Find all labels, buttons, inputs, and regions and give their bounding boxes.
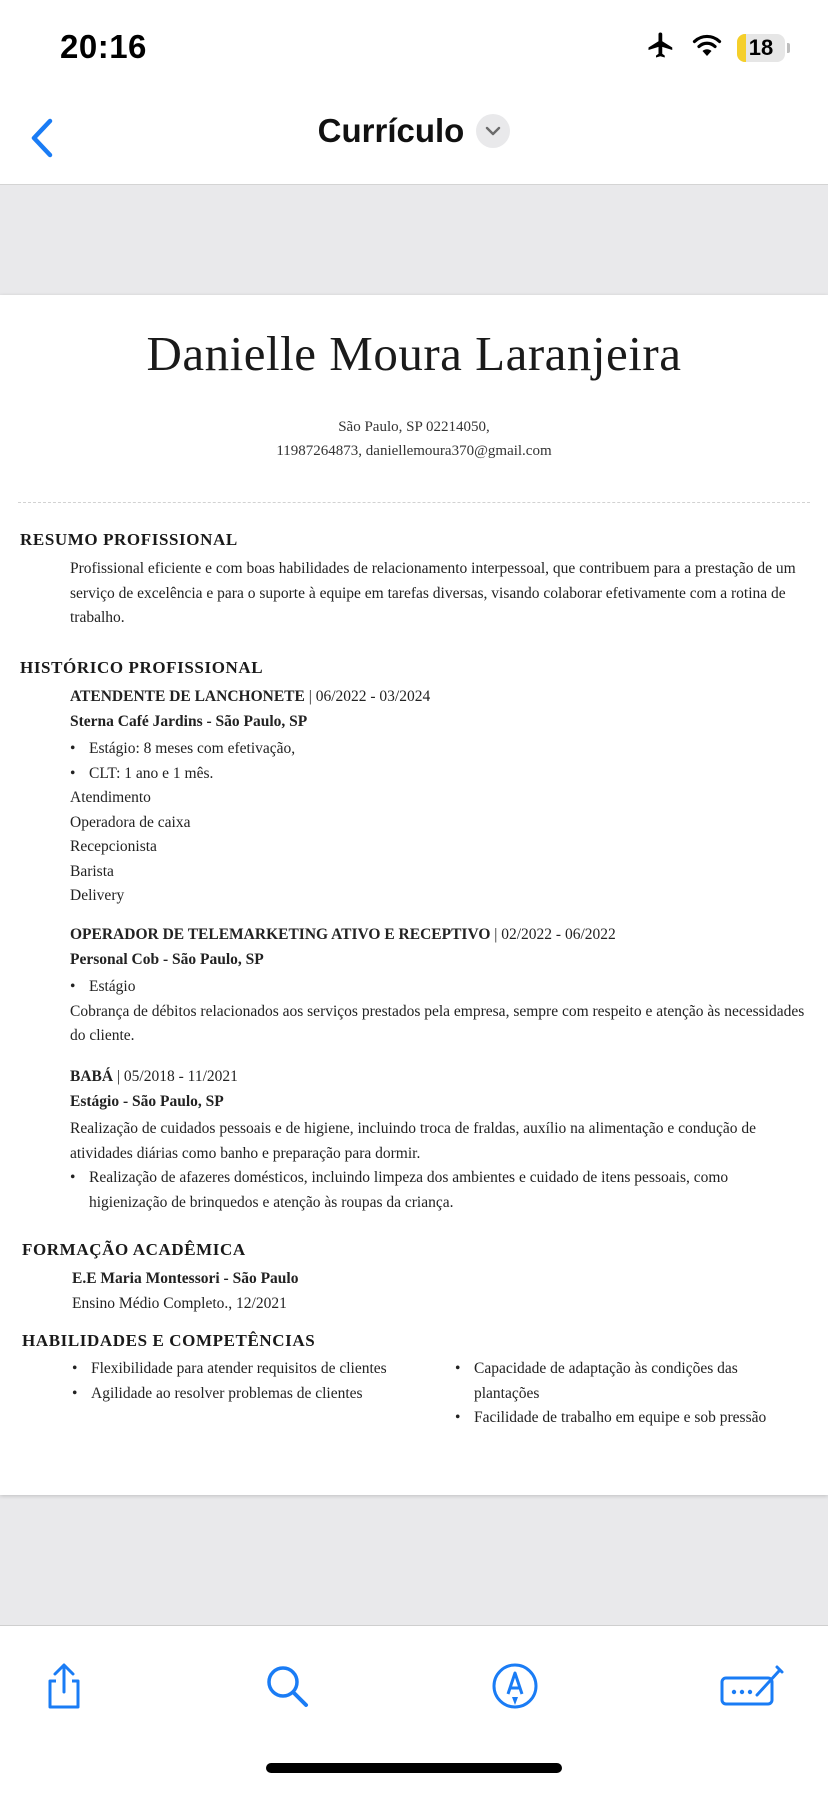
status-icons xyxy=(645,30,790,65)
signature-icon xyxy=(719,1663,785,1709)
resume-contact xyxy=(0,415,828,463)
share-button[interactable] xyxy=(34,1656,94,1716)
title-menu-button[interactable] xyxy=(476,114,510,148)
header-divider xyxy=(18,502,810,503)
list-item: • Estágio: 8 meses com efetivação, xyxy=(70,737,810,762)
list-item: • Flexibilidade para atender requisitos de clientes xyxy=(72,1357,442,1382)
job-period: | 05/2018 - 11/2021 xyxy=(113,1068,238,1085)
job-bullets xyxy=(70,737,810,786)
chevron-down-icon xyxy=(485,126,501,136)
job-period: | 02/2022 - 06/2022 xyxy=(490,926,616,943)
battery-level: 18 xyxy=(748,34,774,60)
status-time: 20:16 xyxy=(60,28,147,65)
job-description: Cobrança de débitos relacionados aos serviços prestados pela empresa, sempre com respeito e atenção às necessidades do cliente. xyxy=(70,1002,805,1044)
navigation-bar xyxy=(0,92,828,185)
list-item: • Capacidade de adaptação às condições das plantações xyxy=(455,1357,805,1406)
section-history-heading: HISTÓRICO PROFISSIONAL xyxy=(20,658,264,677)
job-2 xyxy=(70,923,810,1049)
wifi-icon xyxy=(691,32,723,63)
list-item: • CLT: 1 ano e 1 mês. xyxy=(70,762,810,787)
section-skills-heading: HABILIDADES E COMPETÊNCIAS xyxy=(22,1331,316,1350)
resume-address: São Paulo, SP 02214050, xyxy=(338,419,490,435)
share-icon xyxy=(42,1662,86,1710)
markup-icon xyxy=(490,1661,540,1711)
search-icon xyxy=(263,1662,311,1710)
job-description: Realização de cuidados pessoais e de higiene, incluindo troca de fraldas, auxílio na alimentação e condução de atividades diárias como banho e preparação para dormir. xyxy=(70,1120,757,1162)
document-title[interactable]: Currículo xyxy=(317,112,465,149)
section-summary-heading: RESUMO PROFISSIONAL xyxy=(20,530,238,549)
job-bullets xyxy=(70,1166,810,1215)
list-item: Operadora de caixa xyxy=(70,813,191,831)
job-period: | 06/2022 - 03/2024 xyxy=(304,688,431,705)
search-button[interactable] xyxy=(257,1656,317,1716)
bottom-toolbar xyxy=(0,1625,828,1793)
list-item: Atendimento xyxy=(70,789,151,806)
document-page xyxy=(0,295,828,1495)
job-title: BABÁ xyxy=(70,1068,114,1085)
list-item: • Agilidade ao resolver problemas de clientes xyxy=(72,1382,442,1407)
education-degree: Ensino Médio Completo., 12/2021 xyxy=(72,1294,287,1312)
job-company: Sterna Café Jardins - São Paulo, SP xyxy=(70,712,308,730)
list-item: Delivery xyxy=(70,887,125,904)
job-title: OPERADOR DE TELEMARKETING ATIVO E RECEPTIVO xyxy=(70,926,491,943)
list-item: • Facilidade de trabalho em equipe e sob pressão xyxy=(455,1406,805,1431)
skills-list-left xyxy=(72,1357,442,1406)
job-bullets xyxy=(70,975,810,1000)
job-company: Personal Cob - São Paulo, SP xyxy=(70,950,264,968)
job-3 xyxy=(70,1065,810,1215)
skills-list-right xyxy=(455,1357,805,1431)
markup-button[interactable] xyxy=(485,1656,545,1716)
home-indicator xyxy=(266,1763,562,1773)
summary-text: Profissional eficiente e com boas habilidades de relacionamento interpessoal, que contribuem para a prestação de um serviço de excelência e para o suporte à equipe em tarefas diversas, visando colaborar efetivamente com a rotina de trabalho. xyxy=(70,560,796,626)
document-viewer[interactable] xyxy=(0,185,828,1625)
airplane-icon xyxy=(645,30,677,65)
section-education-heading: FORMAÇÃO ACADÊMICA xyxy=(22,1240,246,1259)
resume-phone-email: 11987264873, daniellemoura370@gmail.com xyxy=(276,443,552,459)
list-item: • Realização de afazeres domésticos, incluindo limpeza dos ambientes e cuidado de itens pessoais, como higienização de brinquedos e atenção às roupas da criança. xyxy=(70,1166,810,1215)
education-entry xyxy=(72,1267,812,1316)
battery-icon xyxy=(737,34,790,62)
list-item: Barista xyxy=(70,862,114,880)
signature-button[interactable] xyxy=(714,1656,790,1716)
job-company: Estágio - São Paulo, SP xyxy=(70,1092,224,1110)
education-school: E.E Maria Montessori - São Paulo xyxy=(72,1270,299,1287)
job-1 xyxy=(70,685,810,909)
status-bar xyxy=(0,0,828,92)
title-group xyxy=(0,112,828,150)
resume-name: Danielle Moura Laranjeira xyxy=(146,326,682,381)
list-item: Recepcionista xyxy=(70,838,157,855)
job-title: ATENDENTE DE LANCHONETE xyxy=(70,688,305,705)
list-item: • Estágio xyxy=(70,975,810,1000)
